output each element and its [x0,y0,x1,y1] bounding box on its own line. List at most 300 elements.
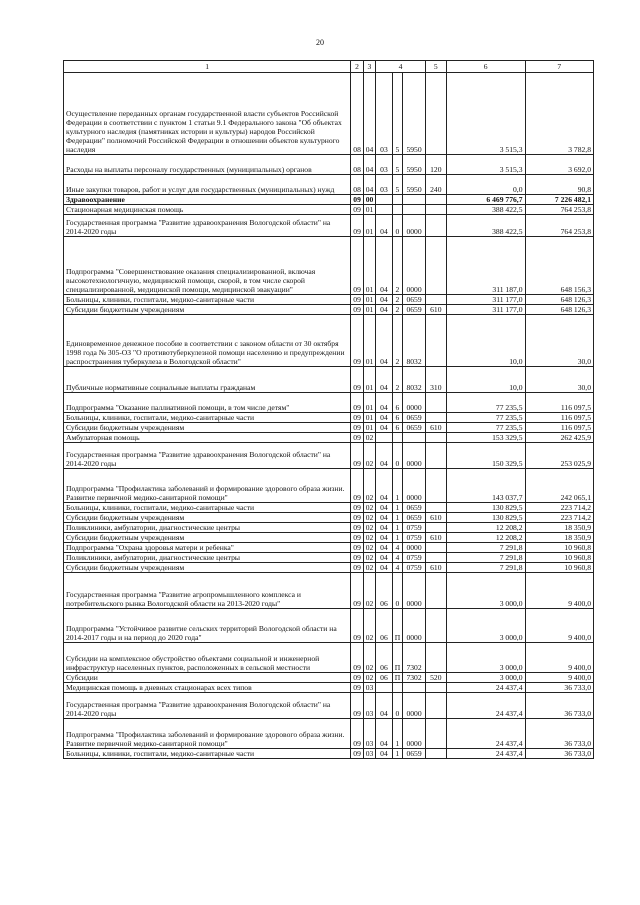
row-name: Подпрограмма "Охрана здоровья матери и ребенка" [64,543,351,553]
row-amount-year-1: 7 291,8 [446,563,525,573]
row-section-code: 09 [351,423,363,433]
table-row [64,673,594,683]
row-program-code [376,205,393,215]
row-direction-code: 0000 [403,443,426,469]
row-subsection-code: 02 [363,469,375,503]
table-row [64,573,594,609]
table-row [64,693,594,719]
row-subprogram-code: 5 [392,175,402,195]
row-subprogram-code: П [392,673,402,683]
row-subprogram-code: 1 [392,749,402,759]
row-section-code: 09 [351,205,363,215]
row-subsection-code: 04 [363,155,375,175]
row-program-code: 04 [376,443,393,469]
row-subprogram-code [392,433,402,443]
row-amount-year-1: 130 829,5 [446,503,525,513]
row-program-code: 04 [376,543,393,553]
table-row [64,523,594,533]
row-direction-code [403,205,426,215]
row-section-code: 09 [351,749,363,759]
table-row [64,563,594,573]
row-amount-year-1: 12 208,2 [446,533,525,543]
row-name: Публичные нормативные социальные выплаты гражданам [64,367,351,393]
row-direction-code: 7302 [403,643,426,673]
row-section-code: 09 [351,683,363,693]
row-section-code: 09 [351,533,363,543]
table-row [64,513,594,523]
table-row [64,543,594,553]
row-direction-code: 0659 [403,513,426,523]
row-subprogram-code: 6 [392,413,402,423]
row-amount-year-1: 7 291,8 [446,543,525,553]
row-name: Субсидии бюджетным учреждениям [64,423,351,433]
row-amount-year-2: 9 400,0 [525,673,594,683]
row-amount-year-1: 0,0 [446,175,525,195]
row-expense-type-code [425,215,446,237]
table-row [64,643,594,673]
row-program-code: 04 [376,305,393,315]
row-subprogram-code: 4 [392,563,402,573]
table-row [64,195,594,205]
row-expense-type-code [425,503,446,513]
row-section-code: 09 [351,469,363,503]
row-amount-year-2: 116 097,5 [525,393,594,413]
row-direction-code: 0659 [403,749,426,759]
row-amount-year-2: 7 226 482,1 [525,195,594,205]
header-col-1: 1 [64,61,351,73]
row-expense-type-code: 610 [425,563,446,573]
row-amount-year-2: 90,8 [525,175,594,195]
table-row [64,175,594,195]
row-expense-type-code [425,433,446,443]
row-amount-year-2: 253 025,9 [525,443,594,469]
row-section-code: 08 [351,155,363,175]
row-amount-year-1: 3 000,0 [446,609,525,643]
row-amount-year-2: 18 350,9 [525,533,594,543]
row-direction-code: 5950 [403,155,426,175]
row-section-code: 08 [351,73,363,155]
row-subsection-code: 01 [363,367,375,393]
row-expense-type-code: 520 [425,673,446,683]
row-subsection-code: 02 [363,543,375,553]
row-name: Государственная программа "Развитие здравоохранения Вологодской области" на 2014-2020 годы [64,215,351,237]
row-expense-type-code [425,553,446,563]
row-direction-code: 0659 [403,413,426,423]
row-name: Расходы на выплаты персоналу государственных (муниципальных) органов [64,155,351,175]
row-expense-type-code: 610 [425,513,446,523]
row-subsection-code: 01 [363,423,375,433]
row-amount-year-2: 223 714,2 [525,513,594,523]
row-subsection-code: 02 [363,673,375,683]
row-subsection-code: 01 [363,295,375,305]
row-amount-year-2: 223 714,2 [525,503,594,513]
row-name: Иные закупки товаров, работ и услуг для государственных (муниципальных) нужд [64,175,351,195]
row-amount-year-2: 3 782,8 [525,73,594,155]
row-subprogram-code [392,205,402,215]
row-expense-type-code [425,469,446,503]
row-direction-code: 0759 [403,563,426,573]
row-direction-code: 0759 [403,533,426,543]
row-section-code: 09 [351,523,363,533]
row-name: Больницы, клиники, госпитали, медико-санитарные части [64,749,351,759]
row-subsection-code: 01 [363,237,375,295]
row-program-code: 04 [376,413,393,423]
row-amount-year-2: 9 400,0 [525,573,594,609]
row-name: Больницы, клиники, госпитали, медико-санитарные части [64,503,351,513]
row-expense-type-code: 310 [425,367,446,393]
table-row [64,393,594,413]
row-name: Стационарная медицинская помощь [64,205,351,215]
table-row [64,205,594,215]
row-section-code: 09 [351,215,363,237]
row-expense-type-code [425,573,446,609]
row-subsection-code: 00 [363,195,375,205]
row-section-code: 09 [351,413,363,423]
row-section-code: 09 [351,305,363,315]
row-name: Субсидии на комплексное обустройство объектами социальной и инженерной инфраструктур населенных пунктов, расположенных в сельской местности [64,643,351,673]
row-subsection-code: 02 [363,573,375,609]
row-amount-year-1: 7 291,8 [446,553,525,563]
table-row [64,609,594,643]
row-section-code: 09 [351,573,363,609]
table-row [64,315,594,367]
row-expense-type-code: 240 [425,175,446,195]
table-row [64,443,594,469]
row-expense-type-code [425,523,446,533]
row-amount-year-1: 130 829,5 [446,513,525,523]
row-amount-year-2: 764 253,8 [525,215,594,237]
row-direction-code: 0000 [403,469,426,503]
row-direction-code: 0659 [403,423,426,433]
row-section-code: 09 [351,719,363,749]
row-subsection-code: 01 [363,215,375,237]
row-subsection-code: 02 [363,513,375,523]
row-subprogram-code: 2 [392,305,402,315]
table-body [64,73,594,759]
row-subprogram-code: 1 [392,469,402,503]
table-row [64,553,594,563]
row-section-code: 09 [351,367,363,393]
row-amount-year-2: 36 733,0 [525,719,594,749]
row-name: Государственная программа "Развитие здравоохранения Вологодской области" на 2014-2020 годы [64,443,351,469]
row-program-code: 04 [376,693,393,719]
row-amount-year-2: 648 156,3 [525,237,594,295]
row-section-code: 09 [351,543,363,553]
row-amount-year-1: 143 037,7 [446,469,525,503]
row-expense-type-code [425,195,446,205]
row-amount-year-2: 648 126,3 [525,305,594,315]
row-subsection-code: 02 [363,523,375,533]
row-direction-code [403,433,426,443]
budget-table [63,60,594,759]
row-name: Субсидии бюджетным учреждениям [64,305,351,315]
row-direction-code [403,195,426,205]
row-subsection-code: 02 [363,643,375,673]
row-direction-code: 7302 [403,673,426,683]
row-subsection-code: 01 [363,315,375,367]
row-expense-type-code [425,719,446,749]
row-amount-year-2: 9 400,0 [525,643,594,673]
row-amount-year-2: 36 733,0 [525,683,594,693]
row-expense-type-code [425,393,446,413]
header-col-7: 7 [525,61,594,73]
table-row [64,503,594,513]
table-row [64,367,594,393]
row-amount-year-2: 10 960,8 [525,543,594,553]
row-amount-year-2: 18 350,9 [525,523,594,533]
row-amount-year-1: 24 437,4 [446,719,525,749]
row-subsection-code: 02 [363,563,375,573]
row-expense-type-code [425,315,446,367]
row-amount-year-1: 150 329,5 [446,443,525,469]
row-name: Осуществление переданных органам государственной власти субъектов Российской Федерации в соответствии с пунктом 1 статьи 9.1 Федерального закона "Об объектах культурного наследия (памятниках истории и культуры) народов Российской Федерации" полномочий Российской Федерации в отношении объектов культурного наследия [64,73,351,155]
header-col-3: 3 [363,61,375,73]
table-row [64,469,594,503]
table-row [64,423,594,433]
row-program-code: 04 [376,523,393,533]
row-subsection-code: 02 [363,503,375,513]
row-subsection-code: 01 [363,205,375,215]
row-name: Подпрограмма "Профилактика заболеваний и формирование здорового образа жизни. Развитие первичной медико-санитарной помощи" [64,719,351,749]
table-row [64,683,594,693]
row-amount-year-1: 77 235,5 [446,423,525,433]
row-amount-year-2: 9 400,0 [525,609,594,643]
row-subsection-code: 02 [363,533,375,543]
row-subprogram-code: 4 [392,553,402,563]
row-name: Медицинская помощь в дневных стационарах всех типов [64,683,351,693]
row-program-code: 04 [376,553,393,563]
row-amount-year-1: 311 177,0 [446,295,525,305]
row-subprogram-code: 2 [392,315,402,367]
row-section-code: 09 [351,503,363,513]
row-expense-type-code [425,643,446,673]
row-expense-type-code [425,443,446,469]
row-amount-year-2: 30,0 [525,315,594,367]
row-direction-code: 0000 [403,609,426,643]
header-col-4: 4 [376,61,426,73]
row-subprogram-code: 1 [392,523,402,533]
row-section-code: 08 [351,175,363,195]
row-program-code: 06 [376,643,393,673]
row-subsection-code: 02 [363,609,375,643]
row-program-code: 04 [376,749,393,759]
row-section-code: 09 [351,237,363,295]
row-subsection-code: 03 [363,683,375,693]
row-amount-year-2: 36 733,0 [525,749,594,759]
row-name: Государственная программа "Развитие здравоохранения Вологодской области" на 2014-2020 годы [64,693,351,719]
row-section-code: 09 [351,295,363,305]
row-amount-year-1: 12 208,2 [446,523,525,533]
table-row [64,413,594,423]
row-amount-year-1: 6 469 776,7 [446,195,525,205]
table-row [64,155,594,175]
row-amount-year-1: 388 422,5 [446,205,525,215]
row-program-code: 04 [376,533,393,543]
row-program-code: 06 [376,609,393,643]
row-expense-type-code: 610 [425,533,446,543]
row-direction-code: 0659 [403,295,426,305]
row-name: Больницы, клиники, госпитали, медико-санитарные части [64,295,351,305]
table-row [64,73,594,155]
row-program-code: 04 [376,423,393,433]
row-section-code: 09 [351,643,363,673]
row-name: Субсидии [64,673,351,683]
row-program-code: 04 [376,719,393,749]
row-subsection-code: 04 [363,73,375,155]
row-subsection-code: 03 [363,719,375,749]
row-name: Субсидии бюджетным учреждениям [64,563,351,573]
row-program-code: 04 [376,367,393,393]
row-amount-year-2: 764 253,8 [525,205,594,215]
row-amount-year-1: 10,0 [446,367,525,393]
row-subprogram-code: П [392,609,402,643]
row-subprogram-code: 1 [392,503,402,513]
header-col-5: 5 [425,61,446,73]
row-program-code: 03 [376,73,393,155]
row-amount-year-2: 30,0 [525,367,594,393]
table-row [64,433,594,443]
row-section-code: 09 [351,563,363,573]
header-col-2: 2 [351,61,363,73]
table-row [64,719,594,749]
row-program-code [376,683,393,693]
header-col-6: 6 [446,61,525,73]
row-expense-type-code [425,295,446,305]
row-amount-year-1: 3 000,0 [446,643,525,673]
row-direction-code: 0000 [403,573,426,609]
row-program-code: 06 [376,573,393,609]
table-header-row [64,61,594,73]
row-name: Подпрограмма "Устойчивое развитие сельских территорий Вологодской области на 2014-2017 годы и на период до 2020 года" [64,609,351,643]
row-direction-code: 0000 [403,693,426,719]
row-subprogram-code: 0 [392,443,402,469]
row-expense-type-code [425,683,446,693]
table-row [64,305,594,315]
row-subprogram-code: 6 [392,423,402,433]
row-direction-code: 0000 [403,543,426,553]
row-direction-code: 5950 [403,175,426,195]
row-section-code: 09 [351,195,363,205]
row-amount-year-1: 388 422,5 [446,215,525,237]
row-expense-type-code [425,543,446,553]
row-section-code: 09 [351,443,363,469]
row-subprogram-code: 2 [392,295,402,305]
table-row [64,295,594,305]
row-section-code: 09 [351,433,363,443]
row-subprogram-code [392,195,402,205]
row-expense-type-code: 610 [425,423,446,433]
row-name: Поликлиники, амбулатории, диагностические центры [64,553,351,563]
row-amount-year-1: 311 177,0 [446,305,525,315]
row-expense-type-code [425,749,446,759]
row-name: Подпрограмма "Совершенствование оказания специализированной, включая высокотехнологичную, медицинской помощи, скорой, в том числе скорой специализированной, медицинской помощи, медицинской эвакуации" [64,237,351,295]
row-expense-type-code [425,205,446,215]
row-direction-code: 0659 [403,305,426,315]
row-section-code: 09 [351,609,363,643]
row-section-code: 09 [351,315,363,367]
row-program-code: 04 [376,563,393,573]
row-subsection-code: 02 [363,443,375,469]
row-subprogram-code: 1 [392,513,402,523]
table-row [64,749,594,759]
row-direction-code: 0659 [403,503,426,513]
row-amount-year-2: 648 126,3 [525,295,594,305]
row-program-code: 03 [376,155,393,175]
row-expense-type-code [425,237,446,295]
row-name: Поликлиники, амбулатории, диагностические центры [64,523,351,533]
row-direction-code: 8032 [403,367,426,393]
row-expense-type-code [425,413,446,423]
row-expense-type-code [425,693,446,719]
row-direction-code: 0759 [403,553,426,563]
row-subprogram-code: П [392,643,402,673]
row-subprogram-code: 1 [392,533,402,543]
row-program-code: 04 [376,393,393,413]
row-name: Амбулаторная помощь [64,433,351,443]
row-direction-code: 0000 [403,719,426,749]
row-amount-year-2: 10 960,8 [525,553,594,563]
row-subprogram-code: 2 [392,367,402,393]
row-subprogram-code [392,683,402,693]
row-expense-type-code [425,73,446,155]
row-amount-year-1: 3 000,0 [446,573,525,609]
row-program-code: 04 [376,469,393,503]
row-program-code: 04 [376,503,393,513]
row-amount-year-1: 24 437,4 [446,693,525,719]
row-amount-year-2: 10 960,8 [525,563,594,573]
row-direction-code: 0000 [403,393,426,413]
row-section-code: 09 [351,553,363,563]
row-subsection-code: 01 [363,305,375,315]
row-program-code: 06 [376,673,393,683]
row-section-code: 09 [351,693,363,719]
row-name: Подпрограмма "Оказание паллиативной помощи, в том числе детям" [64,393,351,413]
row-subprogram-code: 6 [392,393,402,413]
row-amount-year-1: 24 437,4 [446,749,525,759]
row-amount-year-2: 116 097,5 [525,413,594,423]
row-amount-year-1: 77 235,5 [446,393,525,413]
row-amount-year-2: 116 097,5 [525,423,594,433]
row-amount-year-2: 242 065,1 [525,469,594,503]
row-program-code: 04 [376,295,393,305]
row-expense-type-code [425,609,446,643]
row-name: Больницы, клиники, госпитали, медико-санитарные части [64,413,351,423]
row-subsection-code: 04 [363,175,375,195]
row-amount-year-1: 24 437,4 [446,683,525,693]
row-amount-year-1: 3 000,0 [446,673,525,683]
row-subprogram-code: 5 [392,73,402,155]
row-subsection-code: 02 [363,433,375,443]
row-amount-year-1: 153 329,5 [446,433,525,443]
row-program-code: 03 [376,175,393,195]
row-section-code: 09 [351,513,363,523]
row-subsection-code: 03 [363,749,375,759]
row-direction-code [403,683,426,693]
page-number: 20 [316,38,324,47]
row-amount-year-1: 10,0 [446,315,525,367]
row-name: Субсидии бюджетным учреждениям [64,533,351,543]
row-subsection-code: 01 [363,393,375,413]
row-section-code: 09 [351,393,363,413]
row-program-code [376,433,393,443]
row-name: Государственная программа "Развитие агропромышленного комплекса и потребительского рынка Вологодской области на 2013-2020 годы" [64,573,351,609]
row-direction-code: 0759 [403,523,426,533]
row-amount-year-2: 3 692,0 [525,155,594,175]
row-subprogram-code: 4 [392,543,402,553]
row-amount-year-2: 262 425,9 [525,433,594,443]
row-section-code: 09 [351,673,363,683]
row-amount-year-1: 3 515,3 [446,73,525,155]
